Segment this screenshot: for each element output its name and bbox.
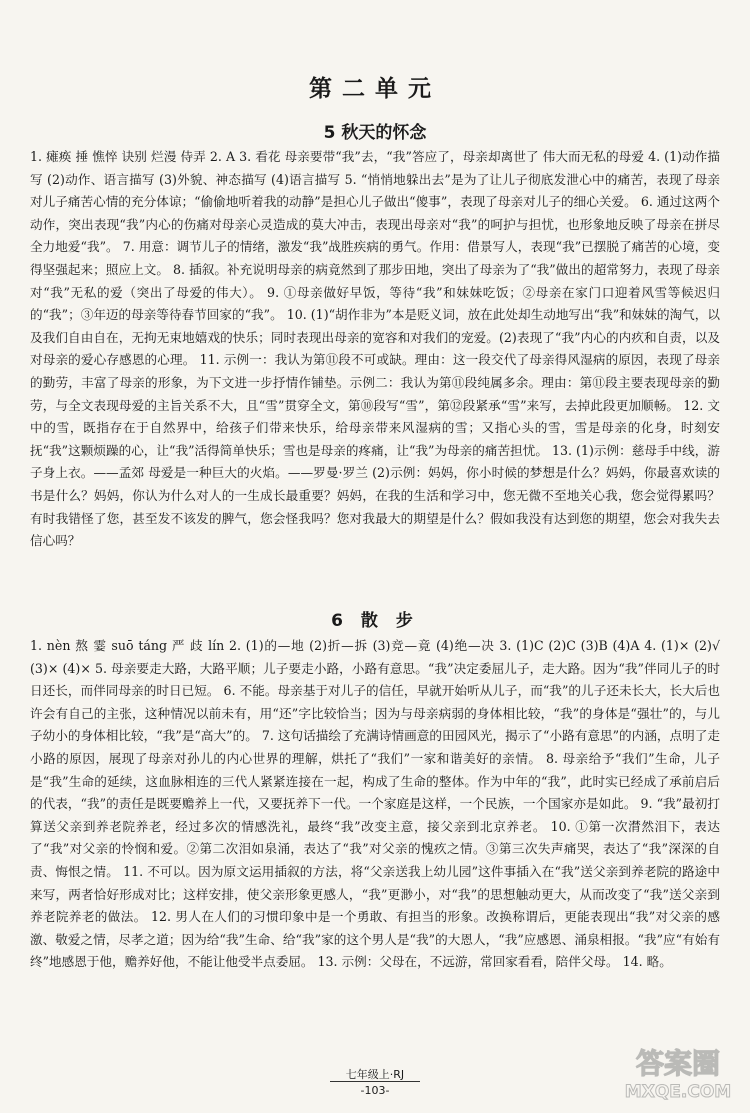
watermark-url: MXQE.COM (624, 1082, 732, 1102)
watermark-text: 答案圈 (635, 1047, 721, 1080)
page-number: -103- (360, 1084, 390, 1097)
footer-grade: 七年级上·RJ (345, 1068, 405, 1081)
watermark-logo (614, 1041, 742, 1103)
unit-title: 第二单元 (309, 76, 441, 102)
footer-divider (330, 1081, 420, 1082)
section-title-walk: 6 散 步 (331, 611, 419, 631)
section-title-autumn: 5 秋天的怀念 (323, 123, 427, 143)
section-answers-autumn: 1. 瘫痪 捶 憔悴 诀别 烂漫 侍弄 2. A 3. 看花 母亲要带“我”去，“我”答应了，母亲却离世了 伟大而无私的母爱 4. (1)动作描写 (2)动作、语言描写 (3)外貌、神态描写 (4)语言描写 5. “悄悄地躲出去”是为了让儿子彻底发泄心中的痛苦，表现了母亲对儿子痛苦心情的充分体谅；“偷偷地听着我的动静”是担心儿子做出“傻事”，表现了母亲对儿子的细心关爱。 6. 通过这两个动作，突出表现“我”内心的伤痛对母亲心灵造成的莫大冲击，表现出母亲对“我”的呵护与担忧，也形象地反映了母亲在拼尽全力地爱“我”。 7. 用意：调节儿子的情绪，激发“我”战胜疾病的勇气。作用：借景写人，表现“我”已摆脱了痛苦的心境，变得坚强起来；照应上文。 8. 插叙。补充说明母亲的病竟然到了那步田地，突出了母亲为了“我”做出的超常努力，表现了母亲对“我”无私的爱（突出了母爱的伟大）。 9. ①母亲做好早饭，等待“我”和妹妹吃饭；②母亲在家门口迎着风雪等候迟归的“我”；③年迈的母亲等待春节回家的“我”。 10. (1)“胡作非为”本是贬义词，放在此处却生动地写出“我”和妹妹的淘气，以及我们自由自在，无拘无束地嬉戏的快乐；同时表现出母亲的宽容和对我们的宠爱。(2)表现了“我”内心的内疚和自责，以及对母亲的爱心存感恩的心理。 11. 示例一：我认为第⑪段不可或缺。理由：这一段交代了母亲得风湿病的原因，表现了母亲的勤劳，丰富了母亲的形象，为下文进一步抒情作铺垫。示例二：我认为第⑪段纯属多余。理由：第⑪段主要表现母亲的勤劳，与全文表现母爱的主旨关系不大，且“雪”贯穿全文，第⑩段写“雪”，第⑫段紧承“雪”来写，去掉此段更加顺畅。 12. 文中的雪，既指存在于自然界中，给孩子们带来快乐，给母亲带来风湿病的雪；又指心头的雪，雪是母亲的化身，时刻安抚“我”这颗烦躁的心，让“我”活得简单快乐；雪也是母亲的疼痛，让“我”为母亲的痛苦担忧。 13. (1)示例：慈母手中线，游子身上衣。——孟郊 母爱是一种巨大的火焰。——罗曼·罗兰 (2)示例：妈妈，你小时候的梦想是什么？妈妈，你最喜欢读的书是什么？妈妈，你认为什么对人的一生成长最重要？妈妈，在我的生活和学习中，您无微不至地关心我，您会觉得累吗？有时我错怪了您，甚至发不该发的脾气，您会怪我吗？您对我最大的期望是什么？假如我没有达到您的期望，您会对我失去信心吗？ (30, 149, 720, 549)
section-answers-walk: 1. nèn 熬 霎 suō táng 严 歧 lín 2. (1)的—地 (2)折—拆 (3)竞—竟 (4)绝—决 3. (1)C (2)C (3)B (4)A 4. (1)× (2)√ (3)× (4)× 5. 母亲要走大路，大路平顺；儿子要走小路，小路有意思。“我”决定委屈儿子，走大路。因为“我”伴同儿子的时日还长，而伴同母亲的时日已短。 6. 不能。母亲基于对儿子的信任，早就开始听从儿子，而“我”的儿子还未长大，长大后也许会有自己的主张，这种情况以前未有，用“还”字比较恰当；因为与母亲病弱的身体相比较，“我”的身体是“强壮”的，与儿子幼小的身体相比较，“我”是“高大”的。 7. 这句话描绘了充满诗情画意的田园风光，揭示了“小路有意思”的内涵，点明了走小路的原因，展现了母亲对孙儿的内心世界的理解，烘托了“我们”一家和谐美好的亲情。 8. 母亲给予“我们”生命，儿子是“我”生命的延续，这血脉相连的三代人紧紧连接在一起，构成了生命的整体。作为中年的“我”，此时实已经成了承前启后的代表，“我”的责任是既要赡养上一代，又要抚养下一代。一个家庭是这样，一个民族，一个国家亦是如此。 9. “我”最初打算送父亲到养老院养老，经过多次的情感洗礼，最终“我”改变主意，接父亲到北京养老。 10. ①第一次潸然泪下，表达了“我”对父亲的怜悯和爱。②第二次泪如泉涌，表达了“我”对父亲的愧疚之情。③第三次失声痛哭，表达了“我”深深的自责、悔恨之情。 11. 不可以。因为原文运用插叙的方法，将“父亲送我上幼儿园”这件事插入在“我”送父亲到养老院的路途中来写，两者恰好形成对比；这样安排，使父亲形象更感人，“我”更渺小，对“我”的思想触动更大，从而改变了“我”送父亲到养老院养老的做法。 12. 男人在人们的习惯印象中是一个勇敢、有担当的形象。改换称谓后，更能表现出“我”对父亲的感激、敬爱之情，尽孝之道；因为给“我”生命、给“我”家的这个男人是“我”的大恩人，“我”应感恩、涌泉相报。“我”应“有始有终”地感恩于他，赡养好他，不能让他受半点委屈。 13. 示例：父母在，不远游，常回家看看，陪伴父母。 14. 略。 (30, 638, 720, 970)
